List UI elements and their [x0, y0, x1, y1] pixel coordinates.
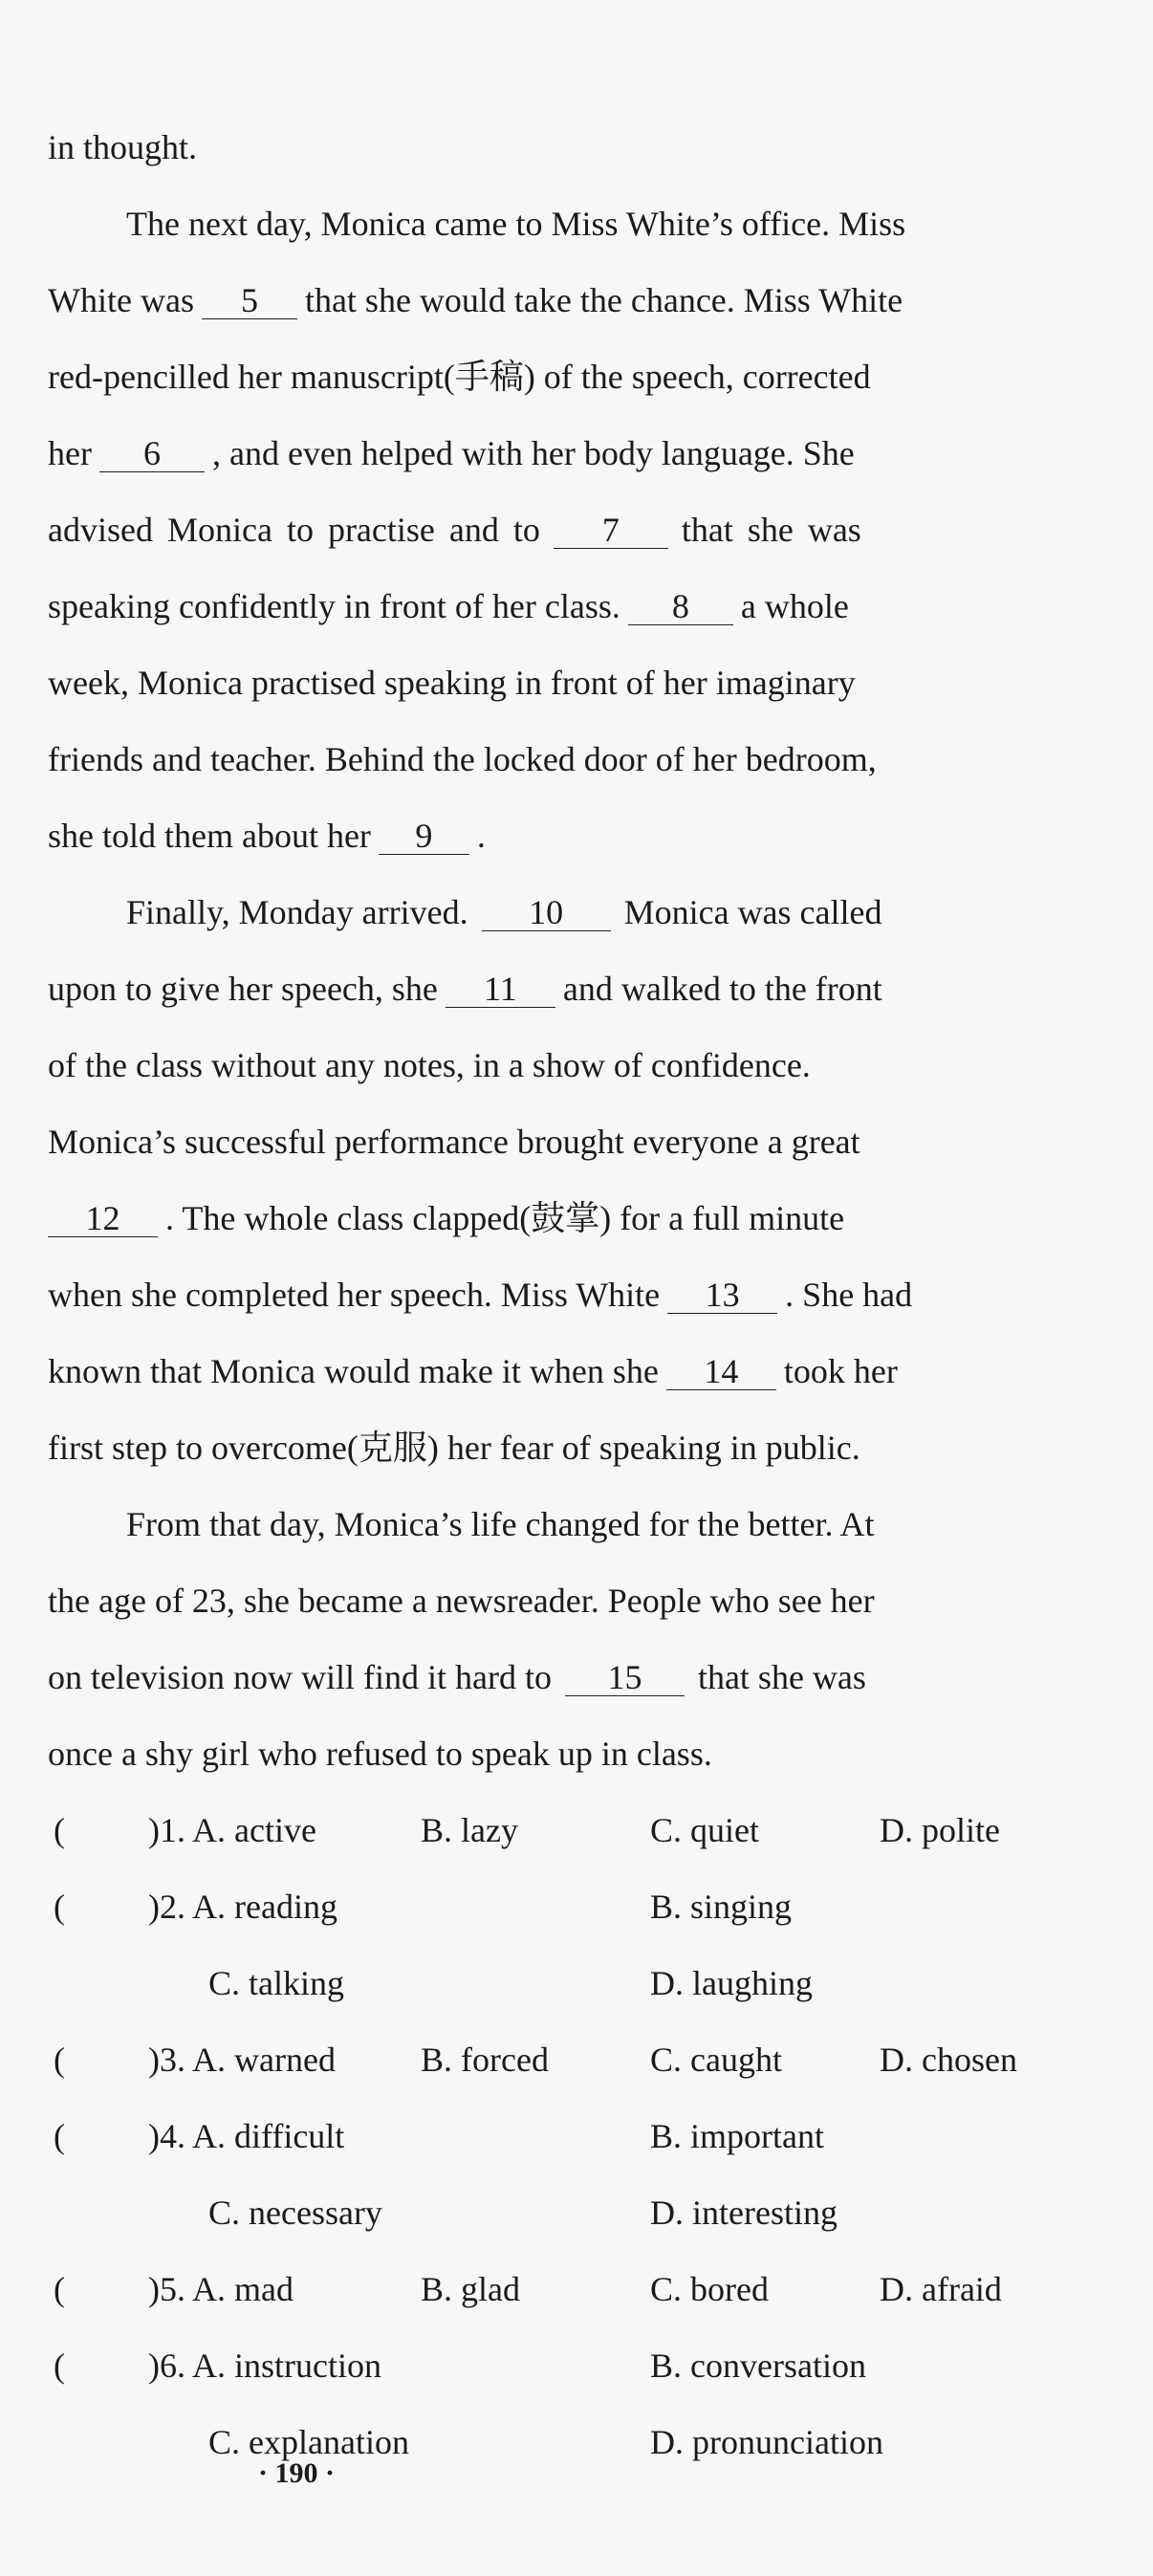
blank-8[interactable]: 8 [628, 588, 733, 625]
passage-line: her 6 , and even helped with her body language. She [48, 434, 855, 472]
option-d[interactable]: D. chosen [880, 2041, 1017, 2079]
passage-line: The next day, Monica came to Miss White’s office. Miss [126, 205, 906, 243]
passage-line: Finally, Monday arrived. 10 Monica was called [126, 893, 882, 931]
option-d[interactable]: D. pronunciation [650, 2423, 883, 2461]
passage-line: on television now will find it hard to 15 that she was [48, 1658, 866, 1696]
option-c[interactable]: C. bored [650, 2270, 769, 2308]
option-a[interactable]: )6. A. instruction [148, 2347, 381, 2385]
blank-13[interactable]: 13 [667, 1277, 777, 1314]
blank-11[interactable]: 11 [446, 971, 555, 1008]
passage-line: speaking confidently in front of her class. 8 a whole [48, 587, 849, 625]
option-a[interactable]: )2. A. reading [148, 1888, 337, 1926]
blank-7[interactable]: 7 [554, 512, 668, 549]
option-b[interactable]: B. important [650, 2117, 824, 2155]
blank-12[interactable]: 12 [48, 1200, 158, 1237]
blank-14[interactable]: 14 [666, 1353, 776, 1390]
option-c[interactable]: C. explanation [208, 2423, 409, 2461]
passage-line: upon to give her speech, she 11 and walked to the front [48, 970, 882, 1008]
passage-line: White was 5 that she would take the chance. Miss White [48, 281, 903, 319]
answer-paren[interactable]: ( [54, 1888, 65, 1926]
option-c[interactable]: C. quiet [650, 1811, 759, 1849]
passage-line: week, Monica practised speaking in front of her imaginary [48, 664, 856, 702]
option-d[interactable]: D. afraid [880, 2270, 1002, 2308]
passage-line: when she completed her speech. Miss White 13 . She had [48, 1276, 913, 1314]
answer-paren[interactable]: ( [54, 2117, 65, 2155]
option-a[interactable]: )4. A. difficult [148, 2117, 345, 2155]
passage-line: known that Monica would make it when she 14 took her [48, 1352, 898, 1390]
blank-15[interactable]: 15 [565, 1659, 685, 1696]
passage-line: advised Monica to practise and to 7 that she was [48, 511, 861, 549]
option-a[interactable]: )1. A. active [148, 1811, 316, 1849]
passage-line: the age of 23, she became a newsreader. People who see her [48, 1582, 875, 1620]
passage-line: friends and teacher. Behind the locked door of her bedroom, [48, 740, 877, 778]
passage-line: she told them about her 9 . [48, 817, 486, 855]
passage-line: once a shy girl who refused to speak up in class. [48, 1735, 712, 1773]
passage-line: From that day, Monica’s life changed for the better. At [126, 1505, 875, 1543]
passage-line: of the class without any notes, in a show of confidence. [48, 1046, 811, 1084]
option-b[interactable]: B. forced [421, 2041, 549, 2079]
option-c[interactable]: C. caught [650, 2041, 782, 2079]
blank-9[interactable]: 9 [379, 818, 469, 855]
blank-5[interactable]: 5 [202, 282, 297, 319]
option-c[interactable]: C. talking [208, 1964, 344, 2002]
passage-line: Monica’s successful performance brought everyone a great [48, 1123, 860, 1161]
option-a[interactable]: )3. A. warned [148, 2041, 336, 2079]
option-b[interactable]: B. lazy [421, 1811, 518, 1849]
passage-line: 12 . The whole class clapped(鼓掌) for a full minute [48, 1195, 1052, 1241]
blank-10[interactable]: 10 [482, 894, 611, 931]
page-number: · 190 · [257, 2457, 335, 2489]
option-a[interactable]: )5. A. mad [148, 2270, 294, 2308]
passage-line: first step to overcome(克服) her fear of speaking in public. [48, 1429, 860, 1467]
option-c[interactable]: C. necessary [208, 2194, 382, 2232]
passage-line: in thought. [48, 128, 198, 166]
answer-paren[interactable]: ( [54, 2041, 65, 2079]
answer-paren[interactable]: ( [54, 2347, 65, 2385]
option-b[interactable]: B. conversation [650, 2347, 866, 2385]
option-d[interactable]: D. polite [880, 1811, 1000, 1849]
answer-paren[interactable]: ( [54, 1811, 65, 1849]
option-b[interactable]: B. glad [421, 2270, 520, 2308]
option-d[interactable]: D. laughing [650, 1964, 813, 2002]
answer-paren[interactable]: ( [54, 2270, 65, 2308]
blank-6[interactable]: 6 [99, 435, 205, 472]
option-d[interactable]: D. interesting [650, 2194, 838, 2232]
passage-line: red-pencilled her manuscript(手稿) of the speech, corrected [48, 358, 871, 396]
option-b[interactable]: B. singing [650, 1888, 793, 1926]
